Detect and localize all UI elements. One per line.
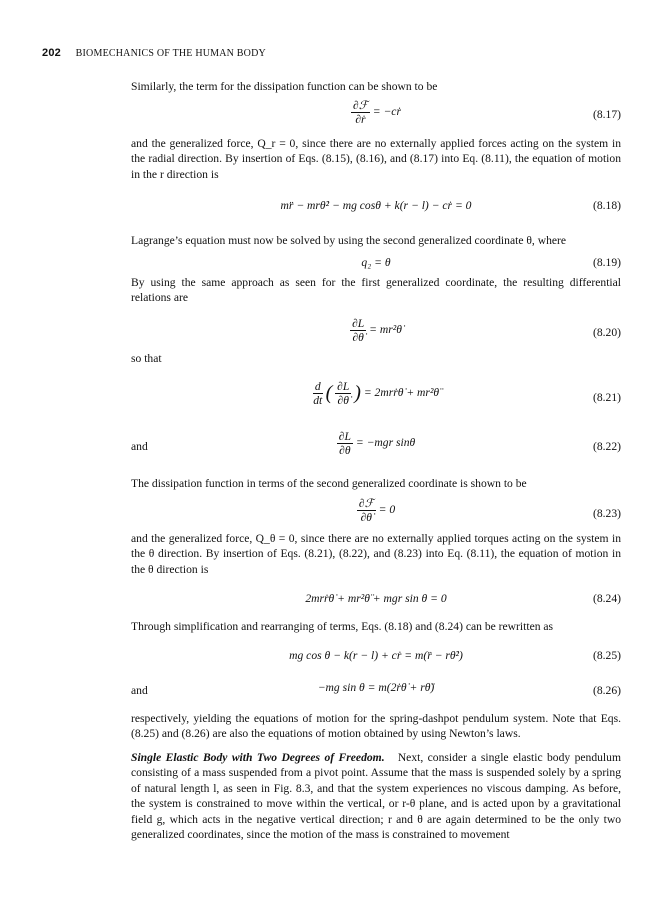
equation-number: (8.25) (592, 649, 621, 662)
equation-text: q₂ = θ (361, 256, 391, 269)
equation-rhs: = −mgr sinθ (355, 436, 416, 450)
equation-rhs: = −cṙ (372, 105, 401, 119)
paragraph: and the generalized force, Q_r = 0, since there are no externally applied forces acting on the system in the radial direction. By insertion of Eqs. (8.15), (8.16), and (8.17) into Eq. (8.11), the equation of motion in the r direction is (131, 137, 621, 181)
numerator: ∂L (352, 317, 365, 330)
paragraph: By using the same approach as seen for the first generalized coordinate, the resulting differential relations are (131, 276, 621, 305)
numerator: d (314, 380, 321, 393)
paragraph-text: Next, consider a single elastic body pendulum consisting of a mass suspended from a pivot point. Assume that the mass is suspended solely by a spring of natural length l, as seen in Fig. 8.3, and that the system experiences no viscous damping. As before, the system is constrained to move within the vertical, or r-θ plane, and is acted upon by a gravitational field g, which acts in the negative vertical direction; r and θ are again determined to be the only two generalized coordinates, since the motion of the mass is constrained to movement (131, 751, 621, 842)
equation-number: (8.19) (592, 256, 621, 269)
paragraph: so that (131, 352, 162, 365)
connector-text: and (131, 684, 148, 697)
running-title: BIOMECHANICS OF THE HUMAN BODY (75, 48, 266, 59)
denominator: ∂θ̇ (337, 394, 349, 407)
numerator: ∂L (338, 430, 351, 443)
equation-text: mg cos θ − k(r − l) + cṙ = m(r̈ − rθ̇²) (289, 649, 463, 662)
fraction (313, 380, 323, 407)
equation-text: −mg sin θ = m(2ṙθ̇ + rθ̈) (317, 681, 435, 694)
equation-8-17 (131, 99, 621, 129)
page-number: 202 (42, 47, 61, 59)
equation-8-23 (131, 497, 621, 527)
equation-number: (8.26) (592, 684, 621, 697)
numerator: ∂ℱ (353, 99, 368, 112)
equation-8-18 (131, 199, 621, 229)
section-heading: Single Elastic Body with Two Degrees of Freedom. (131, 751, 385, 764)
denominator: ∂ṙ (355, 113, 366, 126)
numerator: ∂L (337, 380, 350, 393)
connector-text: and (131, 440, 148, 453)
denominator: dt (313, 394, 323, 407)
numerator: ∂ℱ (358, 497, 374, 510)
denominator: ∂θ (339, 444, 351, 457)
paragraph: Lagrange’s equation must now be solved by using the second generalized coordinate θ, where (131, 234, 567, 247)
equation-number: (8.22) (592, 440, 621, 453)
equation-number: (8.20) (592, 326, 621, 339)
fraction (335, 380, 351, 407)
equation-8-26 (131, 681, 621, 711)
fraction (350, 317, 366, 344)
equation-8-21: $\frac{d}{dt}$ ( $\frac{\partial L}{\partial\thetȧ}$ ) = 2mrṙθ̇ + mr²θ̈ (8.21) (313, 380, 621, 407)
equation-number: (8.18) (592, 199, 621, 212)
denominator: ∂θ̇ (352, 331, 364, 344)
paragraph (131, 750, 621, 842)
equation-number: (8.23) (592, 507, 621, 520)
denominator: ∂θ̇ (360, 511, 372, 524)
equation-text: 2mrṙθ̇ + mr²θ̈ + mgr sin θ = 0 (305, 592, 447, 605)
fraction (351, 99, 370, 126)
paragraph: Similarly, the term for the dissipation function can be shown to be (131, 80, 438, 93)
running-header (42, 47, 266, 59)
equation-number: (8.17) (592, 108, 621, 121)
equation-rhs: = mr²θ̇ (369, 323, 402, 337)
equation-number: (8.21) (592, 391, 621, 404)
equation-number: (8.24) (592, 592, 621, 605)
equation-rhs: = 2mrṙθ̇ + mr²θ̈ (363, 386, 440, 400)
fraction (357, 497, 376, 524)
paragraph: Through simplification and rearranging of terms, Eqs. (8.18) and (8.24) can be rewritten as (131, 620, 554, 633)
equation-8-24 (131, 592, 621, 622)
fraction (337, 430, 353, 457)
paragraph: The dissipation function in terms of the second generalized coordinate is shown to be (131, 477, 527, 490)
equation-8-25 (131, 649, 621, 679)
equation-8-22 (131, 430, 621, 460)
equation-text: mr̈ − mrθ̇² − mg cosθ + k(r − l) − cṙ = 0 (280, 199, 472, 212)
paragraph: respectively, yielding the equations of motion for the spring-dashpot pendulum system. Note that Eqs. (8.25) and (8.26) are also the equations of motion obtained by using Newton’s laws. (131, 712, 621, 741)
equation-8-20 (131, 317, 621, 347)
paragraph: and the generalized force, Q_θ = 0, since there are no externally applied torques acting on the system in the θ direction. By insertion of Eqs. (8.21), (8.22), and (8.23) into Eq. (8.11), the equation of motion in the θ direction is (131, 532, 621, 576)
equation-rhs: = 0 (378, 503, 396, 517)
